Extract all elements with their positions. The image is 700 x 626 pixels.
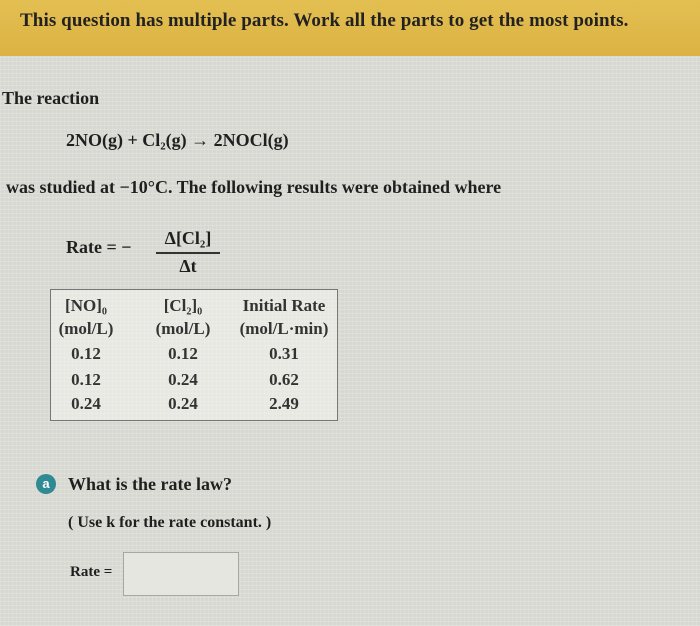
reaction-intro: The reaction [2,88,100,108]
table-row-3-no: 0.24 [71,394,101,413]
data-table [50,289,338,421]
rate-numerator: Δ[Cl₂] [164,228,212,248]
table-row-3-cl2: 0.24 [168,394,198,413]
table-row-3-rate: 2.49 [269,394,299,413]
table-header-cl2: [Cl₂]₀ [163,296,203,315]
table-header-no-unit: (mol/L) [58,319,114,338]
question-banner [0,0,700,56]
rate-denominator: Δt [179,256,197,276]
table-row-2-cl2: 0.24 [168,370,198,389]
table-row-2-rate: 0.62 [269,370,299,389]
rate-answer-label: Rate = [70,564,113,580]
table-header-no: [NO]₀ [65,296,107,315]
table-row-1-rate: 0.31 [269,344,299,363]
reaction-equation: 2NO(g) + Cl₂(g) → 2NOCl(g) [66,130,289,150]
rate-fraction [156,228,220,276]
table-row-2-no: 0.12 [71,370,101,389]
table-row-1-cl2: 0.12 [168,344,198,363]
fraction-bar [156,252,220,254]
rate-answer-input[interactable] [123,552,239,596]
part-a-badge: a [36,474,56,494]
rate-expression-label: Rate = − [66,237,132,257]
banner-text: This question has multiple parts. Work all the parts to get the most points. [20,10,629,31]
study-conditions: was studied at −10°C. The following results were obtained where [6,177,502,197]
table-header-rate: Initial Rate [242,296,326,315]
table-header-cl2-unit: (mol/L) [155,319,211,338]
part-a-question: What is the rate law? [68,474,232,494]
table-header-rate-unit: (mol/L·min) [239,319,329,338]
table-row-1-no: 0.12 [71,344,101,363]
part-a-hint: ( Use k for the rate constant. ) [68,514,272,531]
question-page [0,56,700,626]
